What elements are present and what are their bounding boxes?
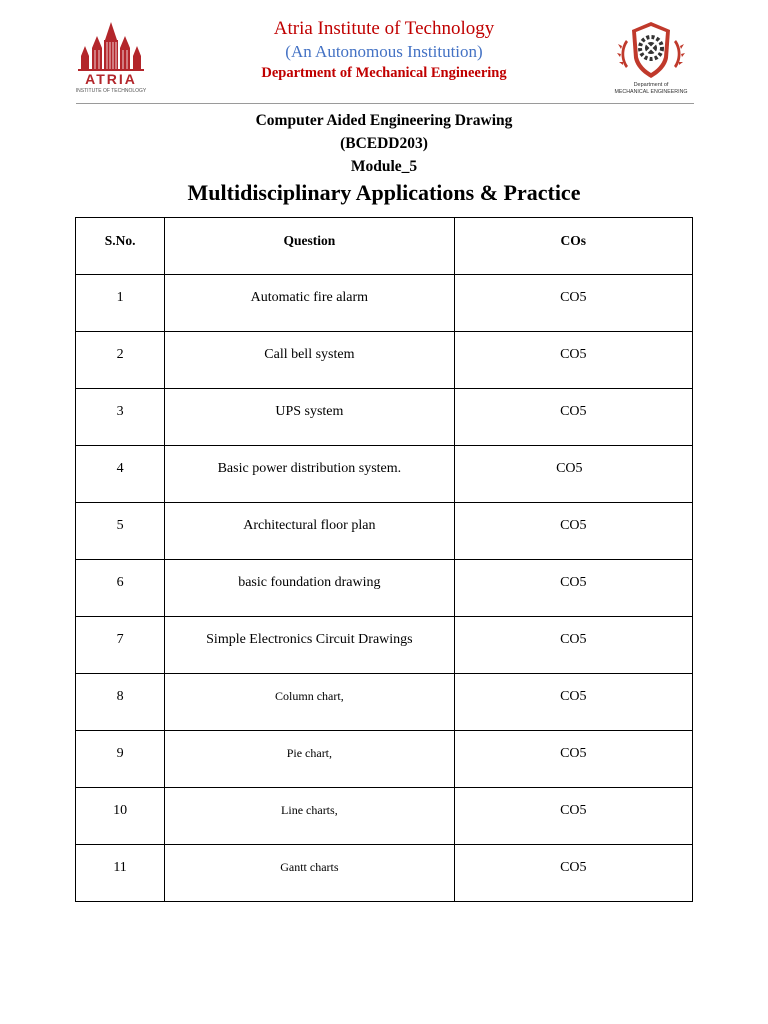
module-label: Module_5 bbox=[350, 158, 418, 175]
cell-question: Basic power distribution system. bbox=[165, 446, 454, 503]
cell-question: UPS system bbox=[165, 389, 454, 446]
cell-co: CO5 bbox=[454, 332, 692, 389]
table-row bbox=[76, 275, 693, 332]
header-question: Question bbox=[165, 218, 454, 275]
emblem-text-1: Department of bbox=[633, 82, 669, 88]
course-code: (BCEDD203) bbox=[340, 135, 428, 152]
table-row bbox=[76, 617, 693, 674]
table-row bbox=[76, 674, 693, 731]
cell-co: CO5 bbox=[454, 560, 692, 617]
cell-co: CO5 bbox=[454, 845, 692, 902]
atria-logo-text: ATRIA bbox=[85, 71, 137, 87]
cell-sno: 7 bbox=[76, 617, 165, 674]
cell-sno: 2 bbox=[76, 332, 165, 389]
cell-question: Automatic fire alarm bbox=[165, 275, 454, 332]
course-name: Computer Aided Engineering Drawing bbox=[255, 112, 513, 129]
cell-question: basic foundation drawing bbox=[165, 560, 454, 617]
cell-sno: 1 bbox=[76, 275, 165, 332]
cell-sno: 4 bbox=[76, 446, 165, 503]
cell-question: Call bell system bbox=[165, 332, 454, 389]
table-row bbox=[76, 788, 693, 845]
table-row bbox=[76, 503, 693, 560]
cell-co: CO5 bbox=[454, 788, 692, 845]
table-header-row bbox=[76, 218, 693, 275]
page-title: Multidisciplinary Applications & Practice bbox=[187, 180, 581, 205]
cell-sno: 8 bbox=[76, 674, 165, 731]
cell-question: Column chart, bbox=[165, 674, 454, 731]
cell-co: CO5 bbox=[454, 731, 692, 788]
cell-sno: 3 bbox=[76, 389, 165, 446]
cell-sno: 5 bbox=[76, 503, 165, 560]
cell-co: CO5 bbox=[454, 446, 692, 503]
cell-sno: 10 bbox=[76, 788, 165, 845]
institute-name: Atria Institute of Technology bbox=[273, 18, 495, 39]
table-body bbox=[76, 275, 693, 902]
table-row bbox=[76, 446, 693, 503]
atria-logo-subtext: INSTITUTE OF TECHNOLOGY bbox=[75, 88, 147, 94]
emblem-text-2: MECHANICAL ENGINEERING bbox=[614, 89, 688, 95]
cell-question: Simple Electronics Circuit Drawings bbox=[165, 617, 454, 674]
header-cos: COs bbox=[454, 218, 692, 275]
questions-table bbox=[75, 217, 693, 902]
cell-question: Pie chart, bbox=[165, 731, 454, 788]
table-row bbox=[76, 560, 693, 617]
atria-logo-icon bbox=[72, 18, 150, 94]
cell-question: Gantt charts bbox=[165, 845, 454, 902]
header-sno: S.No. bbox=[76, 218, 165, 275]
table-row bbox=[76, 332, 693, 389]
cell-question: Architectural floor plan bbox=[165, 503, 454, 560]
institute-status: (An Autonomous Institution) bbox=[285, 42, 483, 61]
table-row bbox=[76, 731, 693, 788]
cell-sno: 6 bbox=[76, 560, 165, 617]
cell-co: CO5 bbox=[454, 389, 692, 446]
department-emblem-icon bbox=[608, 18, 694, 96]
table-row bbox=[76, 845, 693, 902]
header-divider bbox=[76, 103, 694, 104]
cell-co: CO5 bbox=[454, 674, 692, 731]
cell-co: CO5 bbox=[454, 617, 692, 674]
table-row bbox=[76, 389, 693, 446]
department-name: Department of Mechanical Engineering bbox=[261, 65, 507, 81]
cell-co: CO5 bbox=[454, 275, 692, 332]
cell-co: CO5 bbox=[454, 503, 692, 560]
cell-sno: 11 bbox=[76, 845, 165, 902]
cell-question: Line charts, bbox=[165, 788, 454, 845]
cell-sno: 9 bbox=[76, 731, 165, 788]
